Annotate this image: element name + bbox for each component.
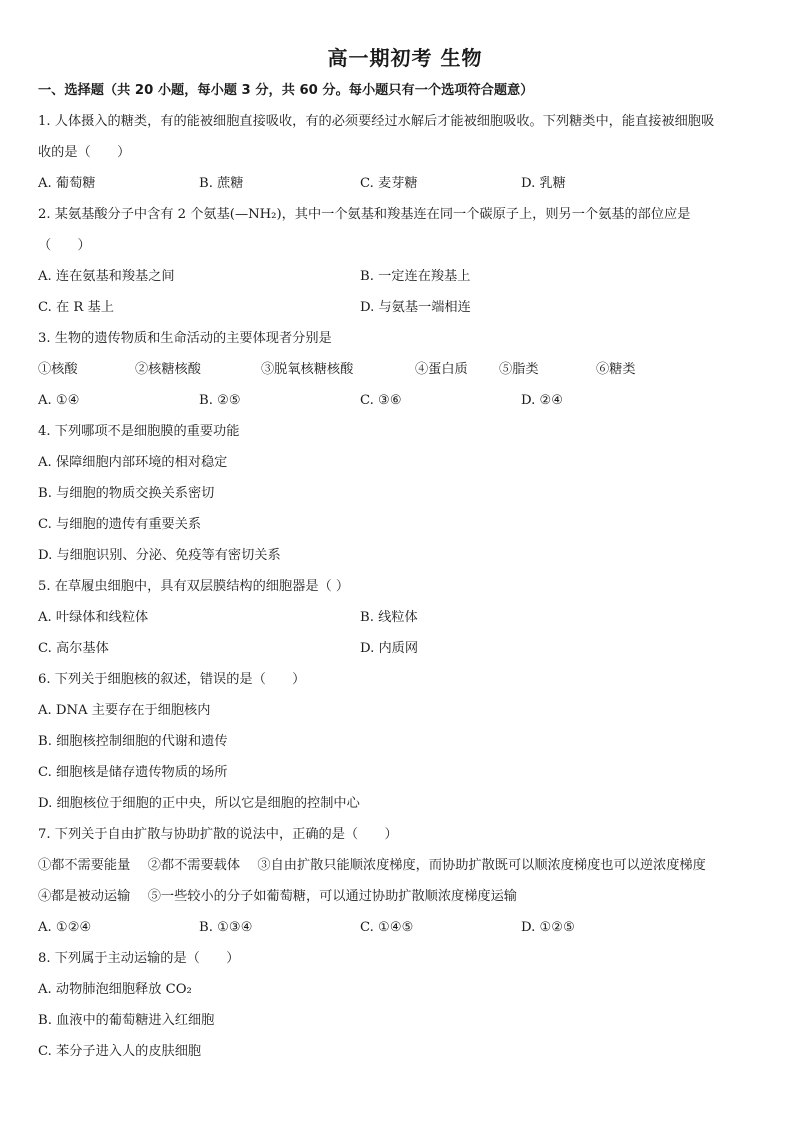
option-c: C. 细胞核是储存遗传物质的场所 xyxy=(38,765,228,780)
option-a: A. 叶绿体和线粒体 xyxy=(38,610,149,625)
option-d: D. ①②⑤ xyxy=(521,920,575,935)
option-a: A. DNA 主要存在于细胞核内 xyxy=(38,703,211,718)
option-d: D. 乳糖 xyxy=(521,176,566,191)
options-row xyxy=(38,292,760,323)
statement-item: ⑥糖类 xyxy=(596,362,636,377)
question-5 xyxy=(38,571,760,664)
option-a: A. 葡萄糖 xyxy=(38,176,96,191)
option-a: A. 连在氨基和羧基之间 xyxy=(38,269,175,284)
statement-items-row xyxy=(38,354,760,385)
statement-item: ④蛋白质 xyxy=(415,362,468,377)
option-d: D. 与氨基一端相连 xyxy=(360,300,471,315)
question-stem: 3. 生物的遗传物质和生命活动的主要体现者分别是 xyxy=(38,331,332,346)
option-c: C. ①④⑤ xyxy=(360,920,414,935)
option-c: C. 麦芽糖 xyxy=(360,176,418,191)
question-stem-cont: 收的是（ ） xyxy=(38,145,131,160)
option-d: D. 内质网 xyxy=(360,641,419,656)
question-stem: 1. 人体摄入的糖类，有的能被细胞直接吸收，有的必须要经过水解后才能被细胞吸收。下列糖类中，能直接被细胞吸 xyxy=(38,114,715,129)
question-4 xyxy=(38,416,760,571)
option-c: C. 与细胞的遗传有重要关系 xyxy=(38,517,202,532)
option-a: A. ①④ xyxy=(38,393,80,408)
question-stem: 6. 下列关于细胞核的叙述，错误的是（ ） xyxy=(38,672,306,687)
statement-item: ⑤脂类 xyxy=(499,362,539,377)
option-d: D. ②④ xyxy=(521,393,564,408)
question-stem: 8. 下列属于主动运输的是（ ） xyxy=(38,951,240,966)
question-7 xyxy=(38,819,760,943)
statement-items-line-2: ④都是被动运输 ⑤一些较小的分子如葡萄糖，可以通过协助扩散顺浓度梯度运输 xyxy=(38,889,517,904)
section-heading: 一、选择题（共 20 小题，每小题 3 分，共 60 分。每小题只有一个选项符合题意） xyxy=(38,83,534,98)
options-row xyxy=(38,385,760,416)
option-c: C. ③⑥ xyxy=(360,393,402,408)
options-row xyxy=(38,168,760,199)
question-stem: 4. 下列哪项不是细胞膜的重要功能 xyxy=(38,424,240,439)
option-b: B. ①③④ xyxy=(199,920,253,935)
option-c: C. 苯分子进入人的皮肤细胞 xyxy=(38,1044,202,1059)
option-b: B. ②⑤ xyxy=(199,393,241,408)
question-stem: 5. 在草履虫细胞中，具有双层膜结构的细胞器是（ ） xyxy=(38,579,350,594)
option-b: B. 血液中的葡萄糖进入红细胞 xyxy=(38,1013,215,1028)
option-b: B. 一定连在羧基上 xyxy=(360,269,471,284)
question-6 xyxy=(38,664,760,819)
options-row xyxy=(38,633,760,664)
option-c: C. 在 R 基上 xyxy=(38,300,114,315)
question-stem-cont: （ ） xyxy=(38,238,91,253)
option-a: A. 保障细胞内部环境的相对稳定 xyxy=(38,455,228,470)
question-8 xyxy=(38,943,760,1067)
option-b: B. 与细胞的物质交换关系密切 xyxy=(38,486,215,501)
question-2 xyxy=(38,199,760,323)
option-a: A. 动物肺泡细胞释放 CO₂ xyxy=(38,982,192,997)
exam-title: 高一期初考 生物 xyxy=(327,46,483,70)
question-stem: 2. 某氨基酸分子中含有 2 个氨基(—NH₂)，其中一个氨基和羧基连在同一个碳原子上，则另一个氨基的部位应是 xyxy=(38,207,691,222)
option-d: D. 与细胞识别、分泌、免疫等有密切关系 xyxy=(38,548,281,563)
options-row xyxy=(38,602,760,633)
statement-item: ③脱氧核糖核酸 xyxy=(261,362,354,377)
question-1 xyxy=(38,106,760,199)
exam-page xyxy=(38,40,760,1067)
options-row xyxy=(38,261,760,292)
statement-items-line-1: ①都不需要能量 ②都不需要载体 ③自由扩散只能顺浓度梯度，而协助扩散既可以顺浓度梯度也可以逆浓度梯度 xyxy=(38,858,706,873)
question-stem: 7. 下列关于自由扩散与协助扩散的说法中，正确的是（ ） xyxy=(38,827,398,842)
statement-item: ①核酸 xyxy=(38,362,78,377)
question-3 xyxy=(38,323,760,416)
options-row xyxy=(38,912,760,943)
statement-item: ②核糖核酸 xyxy=(135,362,201,377)
option-b: B. 细胞核控制细胞的代谢和遗传 xyxy=(38,734,228,749)
option-b: B. 线粒体 xyxy=(360,610,418,625)
option-c: C. 高尔基体 xyxy=(38,641,109,656)
option-a: A. ①②④ xyxy=(38,920,92,935)
option-b: B. 蔗糖 xyxy=(199,176,244,191)
option-d: D. 细胞核位于细胞的正中央，所以它是细胞的控制中心 xyxy=(38,796,360,811)
